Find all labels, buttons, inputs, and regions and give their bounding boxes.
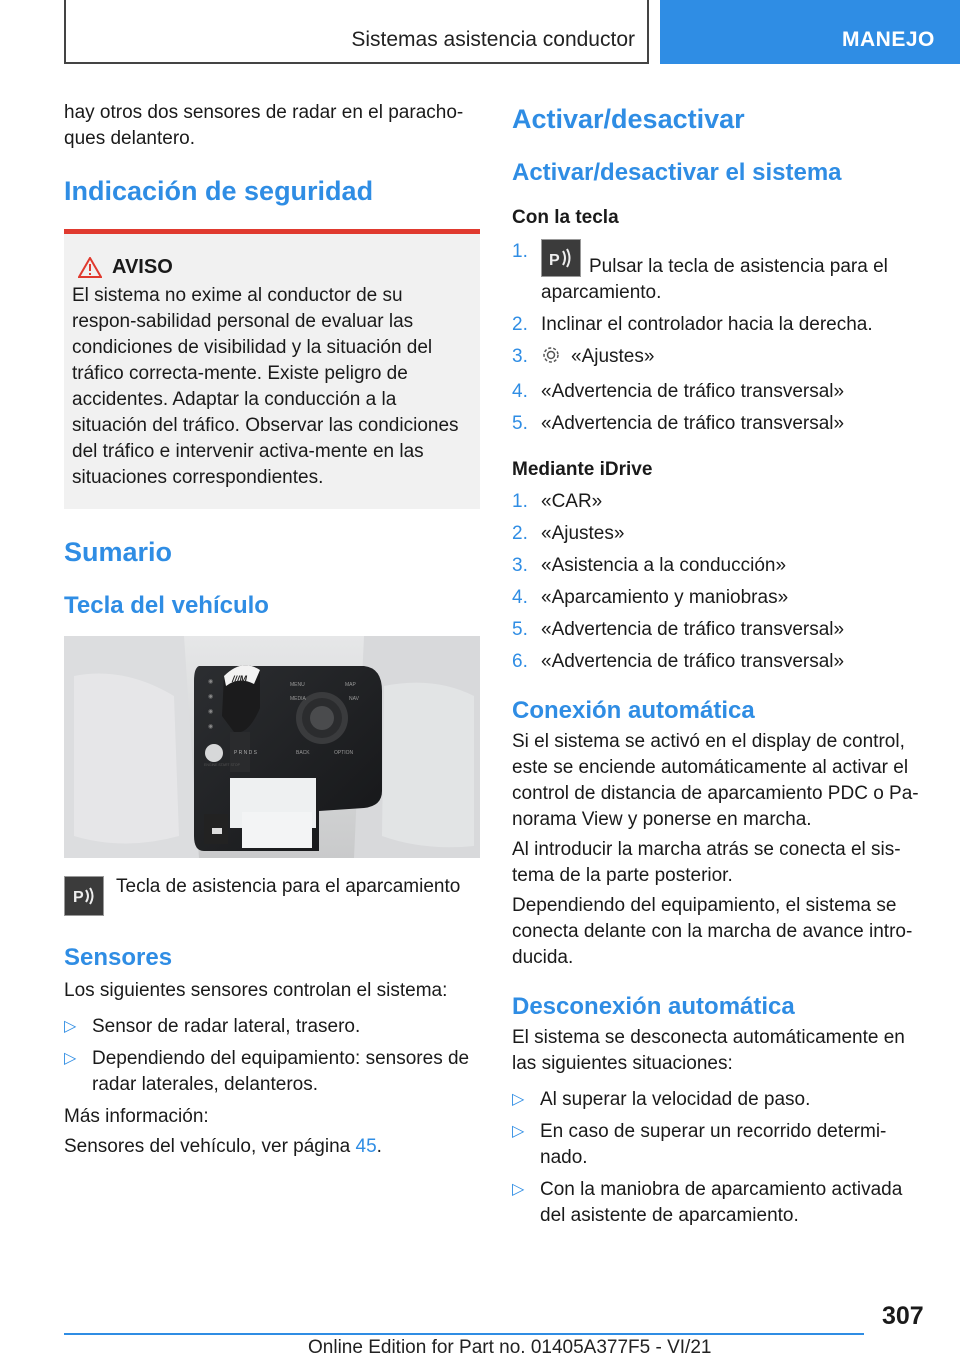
page-reference-link[interactable]: 45 <box>355 1136 377 1157</box>
svg-text:P: P <box>73 889 84 906</box>
header-chapter-box <box>660 0 960 64</box>
with-key-heading: Con la tecla <box>512 207 619 228</box>
list-item: 2. «Ajustes» <box>512 523 625 544</box>
photo-label-option: OPTION <box>334 750 354 756</box>
warning-triangle-icon <box>78 257 102 278</box>
parking-assist-key-icon <box>64 876 104 916</box>
key-caption: Tecla de asistencia para el aparcamiento <box>116 876 461 897</box>
svg-text:◉: ◉ <box>208 694 214 700</box>
summary-heading: Sumario <box>64 537 173 567</box>
auto-on-paragraph-2: Al introducir la marcha atrás se conecta el sis-tema de la parte posterior. <box>512 839 901 886</box>
bullet-triangle-icon: ▷ <box>512 1181 525 1198</box>
idrive-heading: Mediante iDrive <box>512 459 653 480</box>
list-item: ▷ Con la maniobra de aparcamiento activada del asistente de aparcamiento. <box>512 1177 922 1229</box>
header-section-title: Sistemas asistencia conductor <box>351 28 635 51</box>
header-section-box <box>64 0 649 64</box>
svg-text:◉: ◉ <box>208 724 214 730</box>
photo-label-media: MEDIA <box>290 696 306 702</box>
list-item: 5. «Advertencia de tráfico transversal» <box>512 413 845 434</box>
vehicle-key-heading: Tecla del vehículo <box>64 592 269 619</box>
auto-off-list <box>512 1087 922 1229</box>
photo-label-menu: MENU <box>290 682 305 688</box>
photo-label-map: MAP <box>345 682 356 688</box>
more-info-label: Más información: <box>64 1106 209 1127</box>
list-item: 2. Inclinar el controlador hacia la derecha. <box>512 314 873 335</box>
svg-text:P: P <box>549 252 560 269</box>
key-caption-row <box>64 876 480 916</box>
left-column <box>64 100 480 1164</box>
center-console-photo <box>64 636 480 858</box>
warning-title: AVISO <box>112 256 173 278</box>
photo-label-nav: NAV <box>349 696 359 702</box>
sensors-intro: Los siguientes sensores controlan el sistema: <box>64 980 448 1001</box>
svg-text:◉: ◉ <box>208 679 214 685</box>
auto-on-paragraph-3: Dependiendo del equipamiento, el sistema se conecta delante con la marcha de avance intro-ducida. <box>512 895 913 968</box>
list-item: 1. «CAR» <box>512 491 603 512</box>
warning-title-row <box>78 256 472 279</box>
page-number: 307 <box>882 1302 924 1330</box>
sensors-heading: Sensores <box>64 944 173 971</box>
photo-label-engine: ENGINE START STOP <box>204 763 240 767</box>
with-key-steps <box>512 239 922 437</box>
right-column <box>512 100 922 1235</box>
intro-text: hay otros dos sensores de radar en el paracho-ques delantero. <box>64 102 464 149</box>
photo-label-gears: P R N D S <box>234 750 257 756</box>
list-item: ▷ Al superar la velocidad de paso. <box>512 1087 922 1113</box>
footer-edition-text: Online Edition for Part no. 01405A377F5 - VI/21 <box>308 1337 712 1358</box>
list-item: 1. P Pulsar la tecla de asistencia para el aparcamiento. <box>512 241 888 303</box>
list-item: 4. «Advertencia de tráfico transversal» <box>512 381 845 402</box>
list-item: 6. «Advertencia de tráfico transversal» <box>512 651 845 672</box>
auto-on-paragraph-1: Si el sistema se activó en el display de control, este se enciende automáticamente al activar el control de distancia de aparcamiento PDC o Pa-norama View y ponerse en marcha. <box>512 731 919 830</box>
idrive-steps <box>512 489 922 675</box>
activate-heading: Activar/desactivar <box>512 104 745 134</box>
parking-assist-key-icon <box>541 239 581 277</box>
list-item: 3. «Asistencia a la conducción» <box>512 555 787 576</box>
activate-subheading: Activar/desactivar el sistema <box>512 159 842 186</box>
warning-box <box>64 229 480 509</box>
footer-divider <box>64 1333 864 1335</box>
list-item: 4. «Aparcamiento y maniobras» <box>512 587 789 608</box>
list-item: 5. «Advertencia de tráfico transversal» <box>512 619 845 640</box>
bullet-triangle-icon: ▷ <box>64 1018 77 1035</box>
auto-off-heading: Desconexión automática <box>512 993 795 1020</box>
bullet-triangle-icon: ▷ <box>512 1091 525 1108</box>
bullet-triangle-icon: ▷ <box>64 1050 77 1067</box>
header-chapter-title: MANEJO <box>842 28 935 51</box>
sensors-list <box>64 1014 480 1098</box>
photo-label-back: BACK <box>296 750 310 756</box>
list-item: ▷ Sensor de radar lateral, trasero. <box>64 1014 480 1040</box>
safety-heading: Indicación de seguridad <box>64 176 374 206</box>
warning-text: El sistema no exime al conductor de su respon-sabilidad personal de evaluar las condiciones de visibilidad y la situación del tráfico correcta-mente. Existe peligro de accidentes. Adaptar la conducción a la situación del tráfico. Observar las condiciones del tráfico e intervenir activa-mente en las situaciones correspondientes. <box>72 285 459 488</box>
bullet-triangle-icon: ▷ <box>512 1123 525 1140</box>
list-item: ▷ En caso de superar un recorrido determi-nado. <box>512 1119 922 1171</box>
gear-icon <box>541 345 561 373</box>
auto-off-intro: El sistema se desconecta automáticamente en las siguientes situaciones: <box>512 1027 905 1074</box>
svg-text:///M: ///M <box>232 674 247 684</box>
svg-text:◉: ◉ <box>208 709 214 715</box>
list-item: 3. «Ajustes» <box>512 344 922 373</box>
list-item: ▷ Dependiendo del equipamiento: sensores de radar laterales, delanteros. <box>64 1046 480 1098</box>
reference-text: Sensores del vehículo, ver página 45. <box>64 1136 382 1157</box>
auto-on-heading: Conexión automática <box>512 697 755 724</box>
